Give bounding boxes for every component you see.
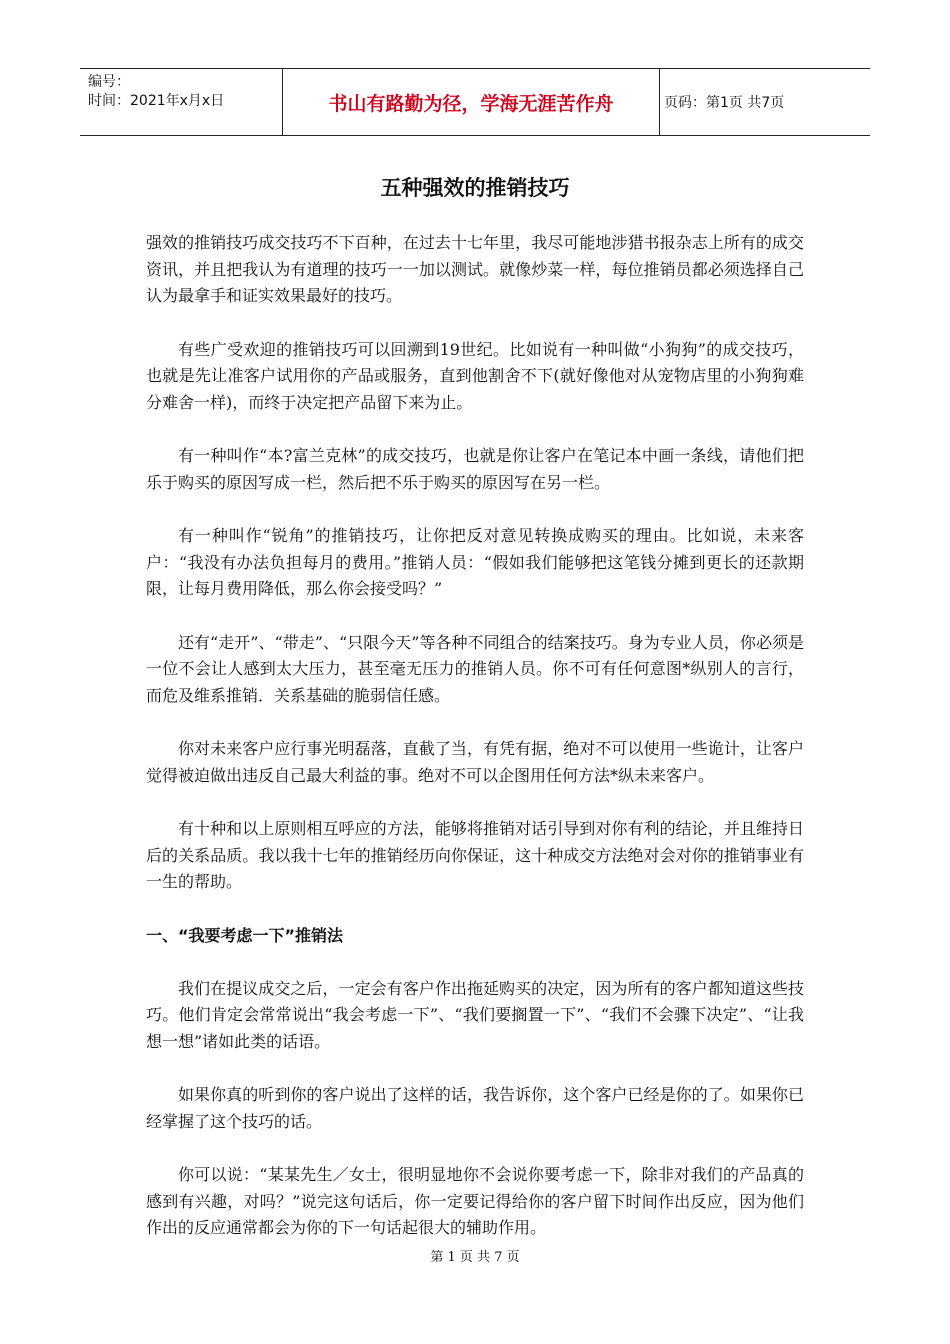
section-paragraph: 你可以说：“某某先生／女士，很明显地你不会说你要考虑一下，除非对我们的产品真的感到有兴趣，对吗？”说完这句话后，你一定要记得给你的客户留下时间作出反应，因为他们作出的反应通常都会为你的下一句话起很大的辅助作用。	[146, 1165, 804, 1237]
body-paragraph: 有一种叫作“本?富兰克林”的成交技巧，也就是你让客户在笔记本中画一条线，请他们把乐于购买的原因写成一栏，然后把不乐于购买的原因写在另一栏。	[146, 446, 804, 492]
section-paragraph: 如果你真的听到你的客户说出了这样的话，我告诉你，这个客户已经是你的了。如果你已经掌握了这个技巧的话。	[146, 1085, 804, 1131]
body-paragraph: 有些广受欢迎的推销技巧可以回溯到19世纪。比如说有一种叫做“小狗狗”的成交技巧，也就是先让准客户试用你的产品或服务，直到他割舍不下(就好像他对从宠物店里的小狗狗难分难舍一样)，而终于决定把产品留下来为止。	[146, 339, 804, 412]
header-motto: 书山有路勤为径，学海无涯苦作舟	[283, 69, 660, 135]
body-paragraph: 有一种叫作“锐角”的推销技巧，让你把反对意见转换成购买的理由。比如说，未来客户：“我没有办法负担每月的费用。”推销人员：“假如我们能够把这笔钱分摊到更长的还款期限，让每月费用降低，那么你会接受吗？”	[146, 526, 804, 598]
document-title: 五种强效的推销技巧	[380, 176, 570, 200]
body-paragraph: 强效的推销技巧成交技巧不下百种，在过去十七年里，我尽可能地涉猎书报杂志上所有的成交资讯，并且把我认为有道理的技巧一一加以测试。就像炒菜一样，每位推销员都必须选择自己认为最拿手和证实效果最好的技巧。	[146, 233, 804, 305]
time-label: 时间：2021年x月x日	[88, 93, 225, 109]
header-meta	[80, 69, 283, 135]
body-paragraph: 有十种和以上原则相互呼应的方法，能够将推销对话引导到对你有利的结论，并且维持日后的关系品质。我以我十七年的推销经历向你保证，这十种成交方法绝对会对你的推销事业有一生的帮助。	[146, 819, 804, 891]
document-header	[80, 68, 870, 136]
section-paragraph: 我们在提议成交之后，一定会有客户作出拖延购买的决定，因为所有的客户都知道这些技巧。他们肯定会常常说出“我会考虑一下”、“我们要搁置一下”、“我们不会骤下决定”、“让我想一想”诸如此类的话语。	[146, 978, 804, 1051]
page-footer: 第 1 页 共 7 页	[430, 1250, 520, 1265]
serial-label: 编号：	[88, 74, 130, 90]
header-page-info: 页码：第1页 共7页	[664, 95, 785, 111]
body-paragraph: 你对未来客户应行事光明磊落，直截了当，有凭有据，绝对不可以使用一些诡计，让客户觉得被迫做出违反自己最大利益的事。绝对不可以企图用任何方法*纵未来客户。	[146, 739, 804, 785]
body-paragraph: 还有“走开”、“带走”、“只限今天”等各种不同组合的结案技巧。身为专业人员，你必须是一位不会让人感到太大压力，甚至毫无压力的推销人员。你不可有任何意图*纵别人的言行，而危及维系推销．关系基础的脆弱信任感。	[146, 632, 804, 705]
section-heading: 一、“我要考虑一下”推销法	[146, 925, 344, 945]
document-body	[146, 230, 804, 1269]
